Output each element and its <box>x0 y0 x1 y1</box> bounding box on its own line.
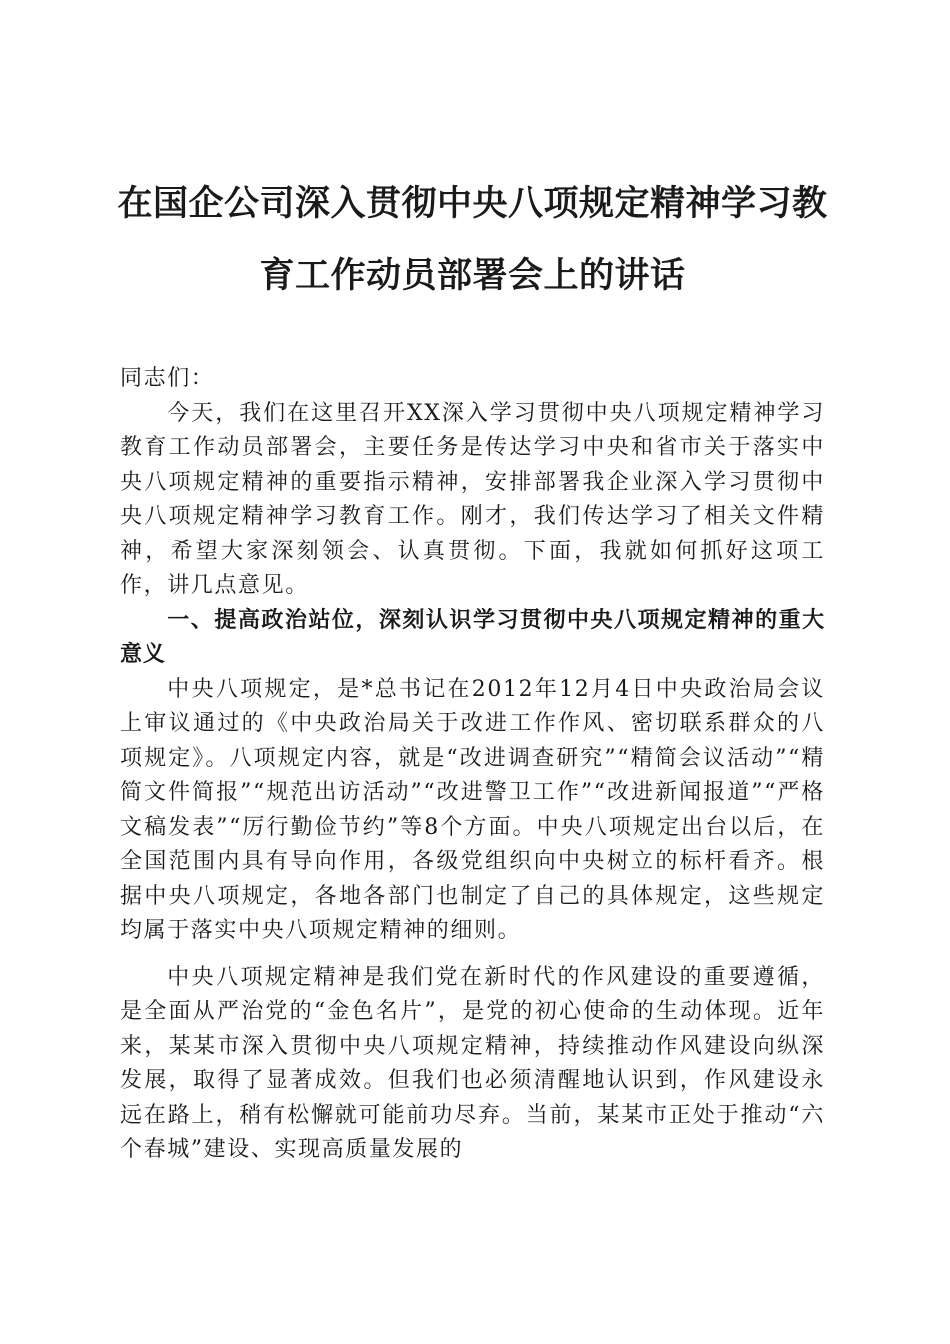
section-heading-1: 一、提高政治站位，深刻认识学习贯彻中央八项规定精神的重大意义 <box>120 607 825 667</box>
paragraph-significance: 中央八项规定精神是我们党在新时代的作风建设的重要遵循，是全面从严治党的“金色名片”，是党的初心使命的生动体现。近年来，某某市深入贯彻中央八项规定精神，持续推动作风建设向纵深发展，取得了显著成效。但我们也必须清醒地认识到，作风建设永远在路上，稍有松懈就可能前功尽弃。当前，某某市正处于推动“六个春城”建设、实现高质量发展的 <box>120 964 825 1162</box>
paragraph-eight-rules: 中央八项规定，是*总书记在2012年12月4日中央政治局会议上审议通过的《中央政治局关于改进工作作风、密切联系群众的八项规定》。八项规定内容，就是“改进调查研究”“精简会议活动”“精简文件简报”“规范出访活动”“改进警卫工作”“改进新闻报道”“严格文稿发表”“厉行勤俭节约”等8个方面。中央八项规定出台以后，在全国范围内具有导向作用，各级党组织向中央树立的标杆看齐。根据中央八项规定，各地各部门也制定了自己的具体规定，这些规定均属于落实中央八项规定精神的细则。 <box>120 676 825 943</box>
paragraph-intro: 今天，我们在这里召开XX深入学习贯彻中央八项规定精神学习教育工作动员部署会，主要任务是传达学习中央和省市关于落实中央八项规定精神的重要指示精神，安排部署我企业深入学习贯彻中央八项规定精神学习教育工作。刚才，我们传达学习了相关文件精神，希望大家深刻领会、认真贯彻。下面，我就如何抓好这项工作，讲几点意见。 <box>120 400 825 598</box>
title-line-2: 育工作动员部署会上的讲话 <box>259 255 686 296</box>
title-line-1: 在国企公司深入贯彻中央八项规定精神学习教 <box>117 183 828 224</box>
document-page <box>117 0 828 1344</box>
document-body <box>120 362 825 1168</box>
document-title <box>114 168 831 312</box>
salutation: 同志们： <box>120 366 215 391</box>
